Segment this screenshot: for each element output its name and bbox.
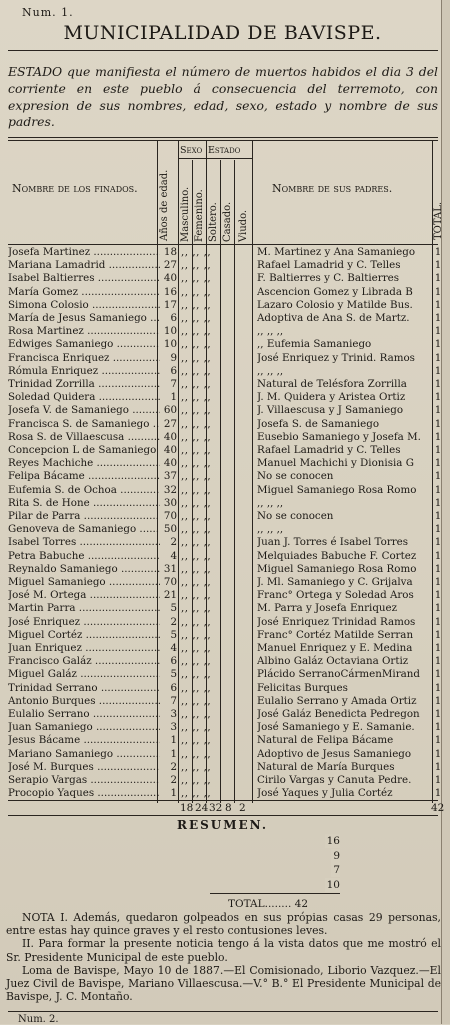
row-name: Edwiges Samaniego ..... <box>8 338 160 351</box>
col-header-soltero: Soltero. <box>208 202 219 242</box>
table-row <box>0 695 445 708</box>
row-marks: ,, ,, ,, <box>181 787 212 800</box>
resumen-title: RESUMEN. <box>176 818 269 832</box>
row-marks: ,, ,, ,, <box>181 760 212 773</box>
row-age: 18 <box>163 246 177 258</box>
table-header-rule <box>8 244 438 245</box>
table-row <box>0 668 445 681</box>
row-parents: Rafael Lamadrid y C. Telles <box>257 259 401 272</box>
row-name: Pilar de Parra ..... <box>8 510 160 523</box>
row-total: 1 <box>434 417 442 430</box>
table-row <box>0 338 445 351</box>
row-name: Josefa Martinez ..... <box>8 246 160 259</box>
row-total: 1 <box>434 681 442 694</box>
row-parents: José Enriquez Trinidad Ramos <box>257 615 416 628</box>
row-total: 1 <box>434 444 442 456</box>
row-marks: ,, ,, ,, <box>181 364 212 377</box>
next-section-number: Num. 2. <box>18 1014 59 1025</box>
row-total: 1 <box>434 483 442 496</box>
col-header-masc: Masculino. <box>180 186 191 242</box>
row-age: 27 <box>163 259 177 272</box>
row-age: 4 <box>170 549 177 562</box>
row-parents: José Samaniego y E. Samanie. <box>257 721 415 734</box>
row-marks: ,, ,, ,, <box>181 589 212 602</box>
row-name: María de Jesus Samaniego ..... <box>8 312 160 325</box>
row-total: 1 <box>434 668 442 681</box>
row-name: Miguel Cortéz ..... <box>8 629 160 642</box>
row-parents: Franc° Cortéz Matilde Serran <box>257 628 414 641</box>
col-header-fem: Femenino. <box>194 189 205 242</box>
notes-block <box>6 911 441 1003</box>
resumen-item <box>110 834 340 848</box>
row-marks: ,, ,, ,, <box>181 510 212 522</box>
row-age: 16 <box>163 285 177 298</box>
row-parents: ,, ,, ,, <box>257 325 284 338</box>
row-marks: ,, ,, ,, <box>181 708 212 720</box>
table-row <box>0 734 445 747</box>
row-age: 40 <box>163 272 177 285</box>
row-marks: ,, ,, ,, <box>181 259 212 272</box>
row-age: 40 <box>163 444 177 456</box>
row-name: Soledad Quidera ..... <box>8 391 160 404</box>
row-marks: ,, ,, ,, <box>181 325 212 338</box>
row-total: 1 <box>434 721 442 734</box>
total-soltero: 32 <box>209 802 223 814</box>
table-row <box>0 470 445 483</box>
row-parents: M. Martinez y Ana Samaniego <box>257 246 416 258</box>
row-parents: Manuel Machichi y Dionisia G <box>257 457 414 470</box>
bottom-rule <box>8 1011 438 1012</box>
row-marks: ,, ,, ,, <box>181 417 212 430</box>
row-parents: Natural de María Burques <box>257 760 395 773</box>
row-parents: Juan J. Torres é Isabel Torres <box>257 536 409 549</box>
table-row <box>0 523 445 536</box>
row-parents: ,, ,, ,, <box>257 523 284 536</box>
row-parents: Plácido SerranoCármenMirand <box>257 668 420 681</box>
totals-rule <box>8 815 438 816</box>
total-overall: 42 <box>431 802 445 814</box>
row-name: José M. Burques ..... <box>8 761 160 774</box>
row-total: 1 <box>434 708 442 720</box>
resumen-item-value: 7 <box>333 864 340 876</box>
row-total: 1 <box>434 391 442 404</box>
row-total: 1 <box>434 510 442 522</box>
row-parents: J. M. Quidera y Aristea Ortiz <box>257 391 406 404</box>
row-name: Mariano Samaniego ..... <box>8 748 160 761</box>
row-marks: ,, ,, ,, <box>181 378 212 390</box>
row-name: Miguel Galáz ..... <box>8 668 160 681</box>
col-header-parents: Nombre de sus padres. <box>272 182 393 195</box>
row-marks: ,, ,, ,, <box>181 655 212 668</box>
signature-line: Loma de Bavispe, Mayo 10 de 1887.—El Comisionado, Liborio Vazquez.—El Juez Civil de Bavispe, Mariano Villaescusa.—V.° B.° El Presidente Municipal de Bavispe, J. C. Montaño. <box>6 963 441 1004</box>
table-row <box>0 721 445 734</box>
row-age: 5 <box>170 668 177 681</box>
row-age: 31 <box>163 562 177 575</box>
resumen-rule <box>210 893 340 894</box>
row-age: 6 <box>170 364 177 377</box>
row-total: 1 <box>434 298 442 311</box>
row-parents: Eusebio Samaniego y Josefa M. <box>257 430 421 443</box>
row-total: 1 <box>434 272 442 285</box>
row-parents: Melquiades Babuche F. Cortez <box>257 549 417 562</box>
table-row <box>0 510 445 523</box>
row-total: 1 <box>434 760 442 773</box>
row-total: 1 <box>434 602 442 615</box>
col-header-casado: Casado. <box>222 201 233 242</box>
row-age: 1 <box>170 787 177 800</box>
row-name: Isabel Torres ..... <box>8 536 160 549</box>
row-age: 5 <box>170 628 177 641</box>
row-marks: ,, ,, ,, <box>181 483 212 496</box>
table-top-rule <box>8 137 438 138</box>
table-row <box>0 589 445 602</box>
resumen-item-value: 10 <box>326 878 340 891</box>
group-header-estado: Estado <box>208 145 241 156</box>
row-age: 10 <box>163 325 177 338</box>
row-parents: José Galáz Benedicta Pedregon <box>257 708 420 720</box>
row-name: María Gomez ..... <box>8 286 160 299</box>
row-total: 1 <box>434 496 442 509</box>
row-total: 1 <box>434 338 442 351</box>
row-total: 1 <box>434 628 442 641</box>
row-name: Juan Enriquez ..... <box>8 642 160 655</box>
row-total: 1 <box>434 404 442 417</box>
row-age: 1 <box>170 747 177 760</box>
row-marks: ,, ,, ,, <box>181 298 212 311</box>
col-header-age: Años de edad. <box>159 169 170 241</box>
total-viudo: 2 <box>239 802 246 814</box>
table-row <box>0 352 445 365</box>
row-marks: ,, ,, ,, <box>181 694 212 707</box>
row-marks: ,, ,, ,, <box>181 338 212 351</box>
row-age: 30 <box>163 496 177 509</box>
row-name: Isabel Baltierres ..... <box>8 272 160 285</box>
row-name: Felipa Bácame ..... <box>8 470 160 483</box>
row-marks: ,, ,, ,, <box>181 391 212 404</box>
row-total: 1 <box>434 246 442 258</box>
total-casado: 8 <box>225 802 232 814</box>
row-name: Serapio Vargas ..... <box>8 774 160 787</box>
row-total: 1 <box>434 734 442 747</box>
row-total: 1 <box>434 576 442 588</box>
row-name: Francisca Enriquez ..... <box>8 352 160 365</box>
row-parents: Natural de Felipa Bácame <box>257 734 394 747</box>
estado-paragraph: ESTADO que manifiesta el número de muertos habidos el dia 3 del corriente en este pueblo á consecuencia del terremoto, con expresion de sus nombres, edad, sexo, estado y nombre de sus padres. <box>8 64 438 130</box>
total-fem: 24 <box>195 802 209 814</box>
row-age: 40 <box>163 430 177 443</box>
row-total: 1 <box>434 457 442 470</box>
row-age: 21 <box>163 589 177 602</box>
row-total: 1 <box>434 351 442 364</box>
row-marks: ,, ,, ,, <box>181 642 212 654</box>
row-parents: José Yaques y Julia Cortéz <box>257 787 393 800</box>
row-total: 1 <box>434 285 442 298</box>
row-total: 1 <box>434 312 442 324</box>
col-header-name: Nombre de los finados. <box>12 182 138 195</box>
table-row <box>0 378 445 391</box>
row-parents: Franc° Ortega y Soledad Aros <box>257 589 414 602</box>
row-marks: ,, ,, ,, <box>181 576 212 588</box>
row-name: Rómula Enriquez ..... <box>8 365 160 378</box>
table-row <box>0 457 445 470</box>
resumen-total: TOTAL........ 42 <box>228 898 309 910</box>
table-bottom-rule <box>8 800 438 801</box>
row-total: 1 <box>434 655 442 668</box>
row-age: 70 <box>163 576 177 588</box>
row-marks: ,, ,, ,, <box>181 285 212 298</box>
table-row <box>0 365 445 378</box>
table-row <box>0 286 445 299</box>
resumen-total-value: 42 <box>294 898 309 910</box>
row-name: Martin Parra ..... <box>8 602 160 615</box>
row-marks: ,, ,, ,, <box>181 562 212 575</box>
row-name: Eufemia S. de Ochoa ..... <box>8 484 160 497</box>
row-total: 1 <box>434 549 442 562</box>
row-name: José Enriquez ..... <box>8 616 160 629</box>
table-row <box>0 642 445 655</box>
row-parents: Adoptivo de Jesus Samaniego <box>257 747 412 760</box>
row-name: Concepcion L de Samaniego ..... <box>8 444 160 457</box>
table-row <box>0 391 445 404</box>
row-marks: ,, ,, ,, <box>181 404 212 417</box>
table-row <box>0 748 445 761</box>
table-row <box>0 761 445 774</box>
row-name: Reyes Machiche ..... <box>8 457 160 470</box>
row-parents: J. Villaescusa y J Samaniego <box>257 404 404 417</box>
row-total: 1 <box>434 325 442 338</box>
row-total: 1 <box>434 642 442 654</box>
row-marks: ,, ,, ,, <box>181 351 212 364</box>
row-marks: ,, ,, ,, <box>181 774 212 786</box>
row-total: 1 <box>434 589 442 602</box>
row-marks: ,, ,, ,, <box>181 615 212 628</box>
table-row <box>0 272 445 285</box>
row-total: 1 <box>434 774 442 786</box>
row-age: 17 <box>163 298 177 311</box>
row-marks: ,, ,, ,, <box>181 246 212 258</box>
row-name: Genoveva de Samaniego ..... <box>8 523 160 536</box>
row-parents: F. Baltierres y C. Baltierres <box>257 272 399 285</box>
row-total: 1 <box>434 562 442 575</box>
row-age: 60 <box>163 404 177 417</box>
row-parents: No se conocen <box>257 510 334 522</box>
row-parents: Manuel Enriquez y E. Medina <box>257 642 413 654</box>
table-row <box>0 444 445 457</box>
table-row <box>0 418 445 431</box>
row-marks: ,, ,, ,, <box>181 628 212 641</box>
row-age: 2 <box>170 774 177 786</box>
row-marks: ,, ,, ,, <box>181 523 212 536</box>
row-parents: Lazaro Colosio y Matilde Bus. <box>257 298 413 311</box>
row-name: Mariana Lamadrid ..... <box>8 259 160 272</box>
row-name: Antonio Burques ..... <box>8 695 160 708</box>
table-row <box>0 299 445 312</box>
row-marks: ,, ,, ,, <box>181 430 212 443</box>
table-row <box>0 536 445 549</box>
row-total: 1 <box>434 787 442 800</box>
table-row <box>0 246 445 259</box>
row-age: 4 <box>170 642 177 654</box>
row-age: 5 <box>170 602 177 615</box>
row-name: Rosa Martinez ..... <box>8 325 160 338</box>
col-header-total: TOTAL. <box>433 201 444 240</box>
row-parents: Miguel Samaniego Rosa Romo <box>257 562 417 575</box>
row-marks: ,, ,, ,, <box>181 444 212 456</box>
row-name: Miguel Samaniego ..... <box>8 576 160 589</box>
row-age: 70 <box>163 510 177 522</box>
table-row <box>0 629 445 642</box>
row-parents: ,, Eufemia Samaniego <box>257 338 372 351</box>
row-age: 2 <box>170 760 177 773</box>
table-row <box>0 259 445 272</box>
table-row <box>0 787 445 800</box>
row-age: 6 <box>170 655 177 668</box>
row-marks: ,, ,, ,, <box>181 536 212 549</box>
table-top-rule-2 <box>8 140 438 141</box>
resumen-item-value: 9 <box>333 849 340 862</box>
resumen-item <box>110 863 340 877</box>
row-name: Eulalio Serrano ..... <box>8 708 160 721</box>
row-total: 1 <box>434 378 442 390</box>
group-header-rule <box>178 158 252 159</box>
row-age: 7 <box>170 694 177 707</box>
row-marks: ,, ,, ,, <box>181 496 212 509</box>
row-name: Jesus Bácame ..... <box>8 734 160 747</box>
row-marks: ,, ,, ,, <box>181 272 212 285</box>
resumen-item <box>110 878 340 892</box>
resumen-item-value: 16 <box>326 835 340 847</box>
table-row <box>0 497 445 510</box>
row-age: 6 <box>170 312 177 324</box>
row-parents: J. Ml. Samaniego y C. Grijalva <box>257 576 413 588</box>
row-marks: ,, ,, ,, <box>181 747 212 760</box>
table-row <box>0 404 445 417</box>
row-total: 1 <box>434 747 442 760</box>
row-marks: ,, ,, ,, <box>181 470 212 483</box>
row-name: Josefa V. de Samaniego ..... <box>8 404 160 417</box>
table-row <box>0 616 445 629</box>
row-parents: M. Parra y Josefa Enriquez <box>257 602 398 615</box>
row-age: 1 <box>170 734 177 747</box>
row-age: 50 <box>163 523 177 536</box>
row-name: Rita S. de Hone ..... <box>8 497 160 510</box>
title-rule <box>8 50 438 51</box>
resumen-item <box>110 849 340 863</box>
row-total: 1 <box>434 536 442 549</box>
row-age: 32 <box>163 483 177 496</box>
row-marks: ,, ,, ,, <box>181 721 212 734</box>
row-parents: Rafael Lamadrid y C. Telles <box>257 444 401 456</box>
row-name: Trinidad Zorrilla ..... <box>8 378 160 391</box>
table-row <box>0 563 445 576</box>
row-parents: No se conocen <box>257 470 334 483</box>
row-name: Reynaldo Samaniego ..... <box>8 563 160 576</box>
row-parents: Eulalio Serrano y Amada Ortiz <box>257 694 417 707</box>
row-age: 40 <box>163 457 177 470</box>
row-marks: ,, ,, ,, <box>181 734 212 747</box>
table-row <box>0 312 445 325</box>
row-name: Simona Colosio ..... <box>8 299 160 312</box>
row-age: 2 <box>170 615 177 628</box>
row-age: 9 <box>170 351 177 364</box>
row-age: 7 <box>170 378 177 390</box>
row-parents: Miguel Samaniego Rosa Romo <box>257 483 417 496</box>
row-marks: ,, ,, ,, <box>181 312 212 324</box>
row-parents: Ascencion Gomez y Librada B <box>257 285 413 298</box>
table-row <box>0 325 445 338</box>
row-name: Rosa S. de Villaescusa ..... <box>8 431 160 444</box>
row-age: 3 <box>170 708 177 720</box>
row-total: 1 <box>434 430 442 443</box>
row-parents: José Enriquez y Trinid. Ramos <box>257 351 415 364</box>
table-row <box>0 576 445 589</box>
table-row <box>0 484 445 497</box>
row-marks: ,, ,, ,, <box>181 457 212 470</box>
row-age: 10 <box>163 338 177 351</box>
row-total: 1 <box>434 259 442 272</box>
row-name: José M. Ortega ..... <box>8 589 160 602</box>
row-marks: ,, ,, ,, <box>181 668 212 681</box>
note-1: NOTA I. Además, quedaron golpeados en sus própias casas 29 personas, entre estas hay quince graves y el resto contusiones leves. <box>6 911 441 938</box>
row-name: Francisca S. de Samaniego ..... <box>8 418 160 431</box>
row-total: 1 <box>434 615 442 628</box>
row-age: 27 <box>163 417 177 430</box>
table-row <box>0 431 445 444</box>
row-parents: Natural de Telésfora Zorrilla <box>257 378 407 390</box>
group-header-sexo: Sexo <box>180 145 203 156</box>
row-age: 1 <box>170 391 177 404</box>
row-age: 2 <box>170 536 177 549</box>
section-number: Num. 1. <box>22 6 74 19</box>
row-parents: Albino Galáz Octaviana Ortiz <box>257 655 409 668</box>
row-parents: ,, ,, ,, <box>257 496 284 509</box>
table-row <box>0 655 445 668</box>
row-name: Juan Samaniego ..... <box>8 721 160 734</box>
row-age: 37 <box>163 470 177 483</box>
row-total: 1 <box>434 694 442 707</box>
table-row <box>0 774 445 787</box>
row-name: Procopio Yaques ..... <box>8 787 160 800</box>
table-row <box>0 550 445 563</box>
row-parents: Adoptiva de Ana S. de Martz. <box>257 312 410 324</box>
page-title: MUNICIPALIDAD DE BAVISPE. <box>63 22 382 44</box>
note-2: II. Para formar la presente noticia tengo á la vista datos que me mostró el Sr. Presidente Municipal de este pueblo. <box>6 937 441 964</box>
row-age: 6 <box>170 681 177 694</box>
row-marks: ,, ,, ,, <box>181 681 212 694</box>
row-parents: Felicitas Burques <box>257 681 348 694</box>
table-row <box>0 682 445 695</box>
row-name: Trinidad Serrano ..... <box>8 682 160 695</box>
row-name: Petra Babuche ..... <box>8 550 160 563</box>
row-marks: ,, ,, ,, <box>181 549 212 562</box>
row-marks: ,, ,, ,, <box>181 602 212 615</box>
row-parents: Cirilo Vargas y Canuta Pedre. <box>257 774 412 786</box>
resumen-total-label: TOTAL <box>228 898 265 910</box>
row-parents: ,, ,, ,, <box>257 364 284 377</box>
row-total: 1 <box>434 523 442 536</box>
row-total: 1 <box>434 364 442 377</box>
row-age: 3 <box>170 721 177 734</box>
table-row <box>0 602 445 615</box>
col-header-viudo: Viudo. <box>238 209 249 242</box>
row-total: 1 <box>434 470 442 483</box>
row-name: Francisco Galáz ..... <box>8 655 160 668</box>
row-parents: Josefa S. de Samaniego <box>257 417 380 430</box>
total-masc: 18 <box>180 802 194 814</box>
table-row <box>0 708 445 721</box>
